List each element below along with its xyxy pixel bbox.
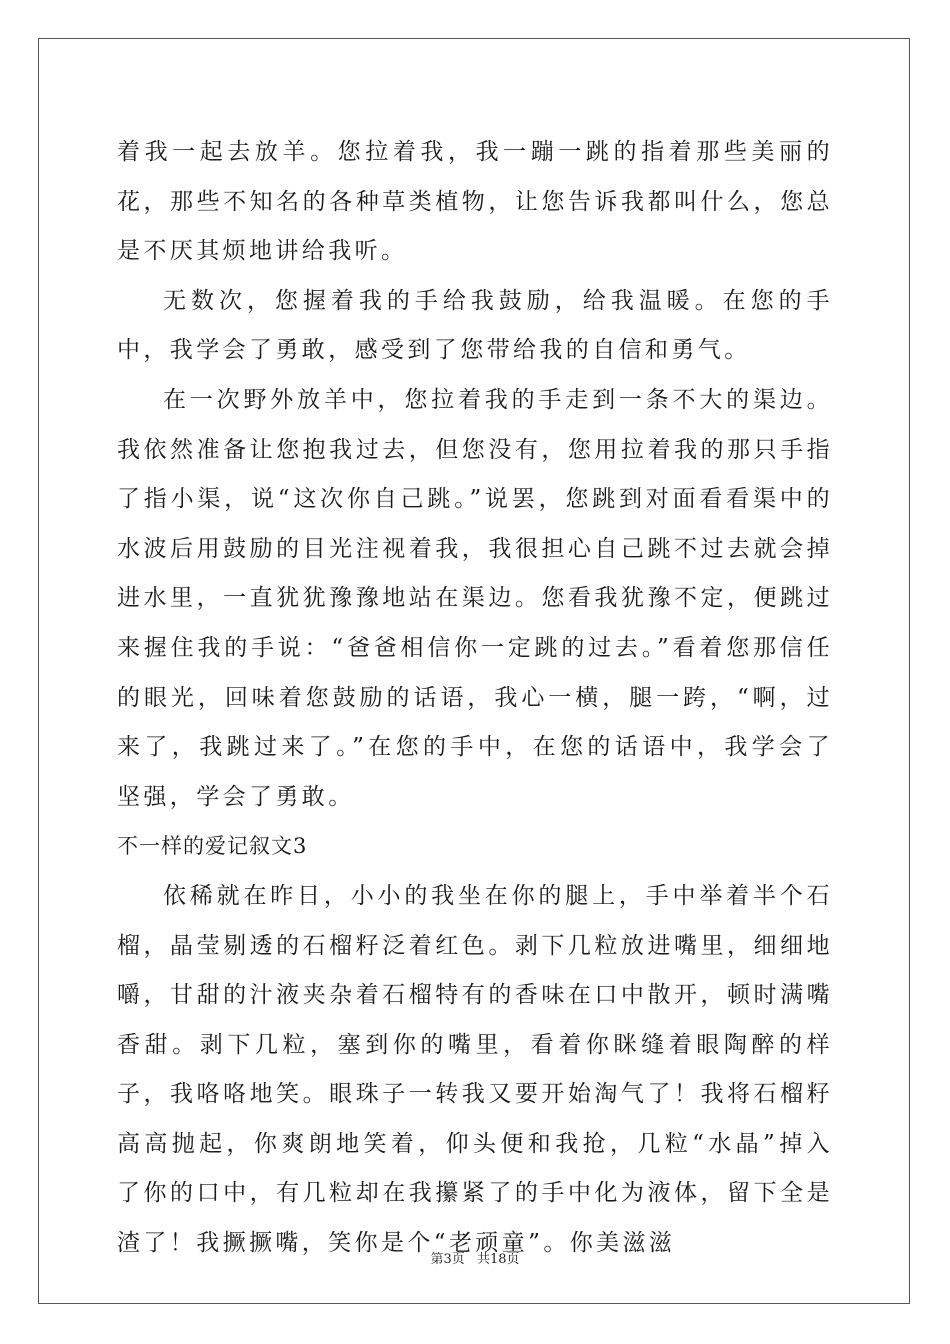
paragraph: 依稀就在昨日，小小的我坐在你的腿上，手中举着半个石榴，晶莹剔透的石榴籽泛着红色。剥下几粒放进嘴里，细细地嚼，甘甜的汁液夹杂着石榴特有的香味在口中散开，顿时满嘴香甜。剥下几粒，塞到你的嘴里，看着你眯缝着眼陶醉的样子，我咯咯地笑。眼珠子一转我又要开始淘气了！我将石榴籽高高抛起，你爽朗地笑着，仰头便和我抢，几粒“水晶”掉入了你的口中，有几粒却在我攥紧了的手中化为液体，留下全是渣了！我撅撅嘴，笑你是个“老顽童”。你美滋滋 <box>117 882 833 1257</box>
document-body <box>117 128 833 1269</box>
section-title: 不一样的爱记叙文3 <box>117 834 308 859</box>
page-footer <box>0 1248 950 1267</box>
paragraph: 无数次，您握着我的手给我鼓励，给我温暖。在您的手中，我学会了勇敢，感受到了您带给我的自信和勇气。 <box>117 287 833 364</box>
paragraph: 在一次野外放羊中，您拉着我的手走到一条不大的渠边。我依然准备让您抱我过去，但您没有，您用拉着我的那只手指了指小渠，说“这次你自己跳。”说罢，您跳到对面看看渠中的水波后用鼓励的目光注视着我，我很担心自己跳不过去就会掉进水里，一直犹犹豫豫地站在渠边。您看我犹豫不定，便跳过来握住我的手说：“爸爸相信你一定跳的过去。”看着您那信任的眼光，回味着您鼓励的话语，我心一横，腿一跨，“啊，过来了，我跳过来了。”在您的手中，在您的话语中，我学会了坚强，学会了勇敢。 <box>117 386 833 810</box>
paragraph-continued: 着我一起去放羊。您拉着我，我一蹦一跳的指着那些美丽的花，那些不知名的各种草类植物，让您告诉我都叫什么，您总是不厌其烦地讲给我听。 <box>117 139 833 265</box>
page-total: 共18页 <box>476 1252 520 1267</box>
page-number: 第3页 <box>430 1252 465 1267</box>
